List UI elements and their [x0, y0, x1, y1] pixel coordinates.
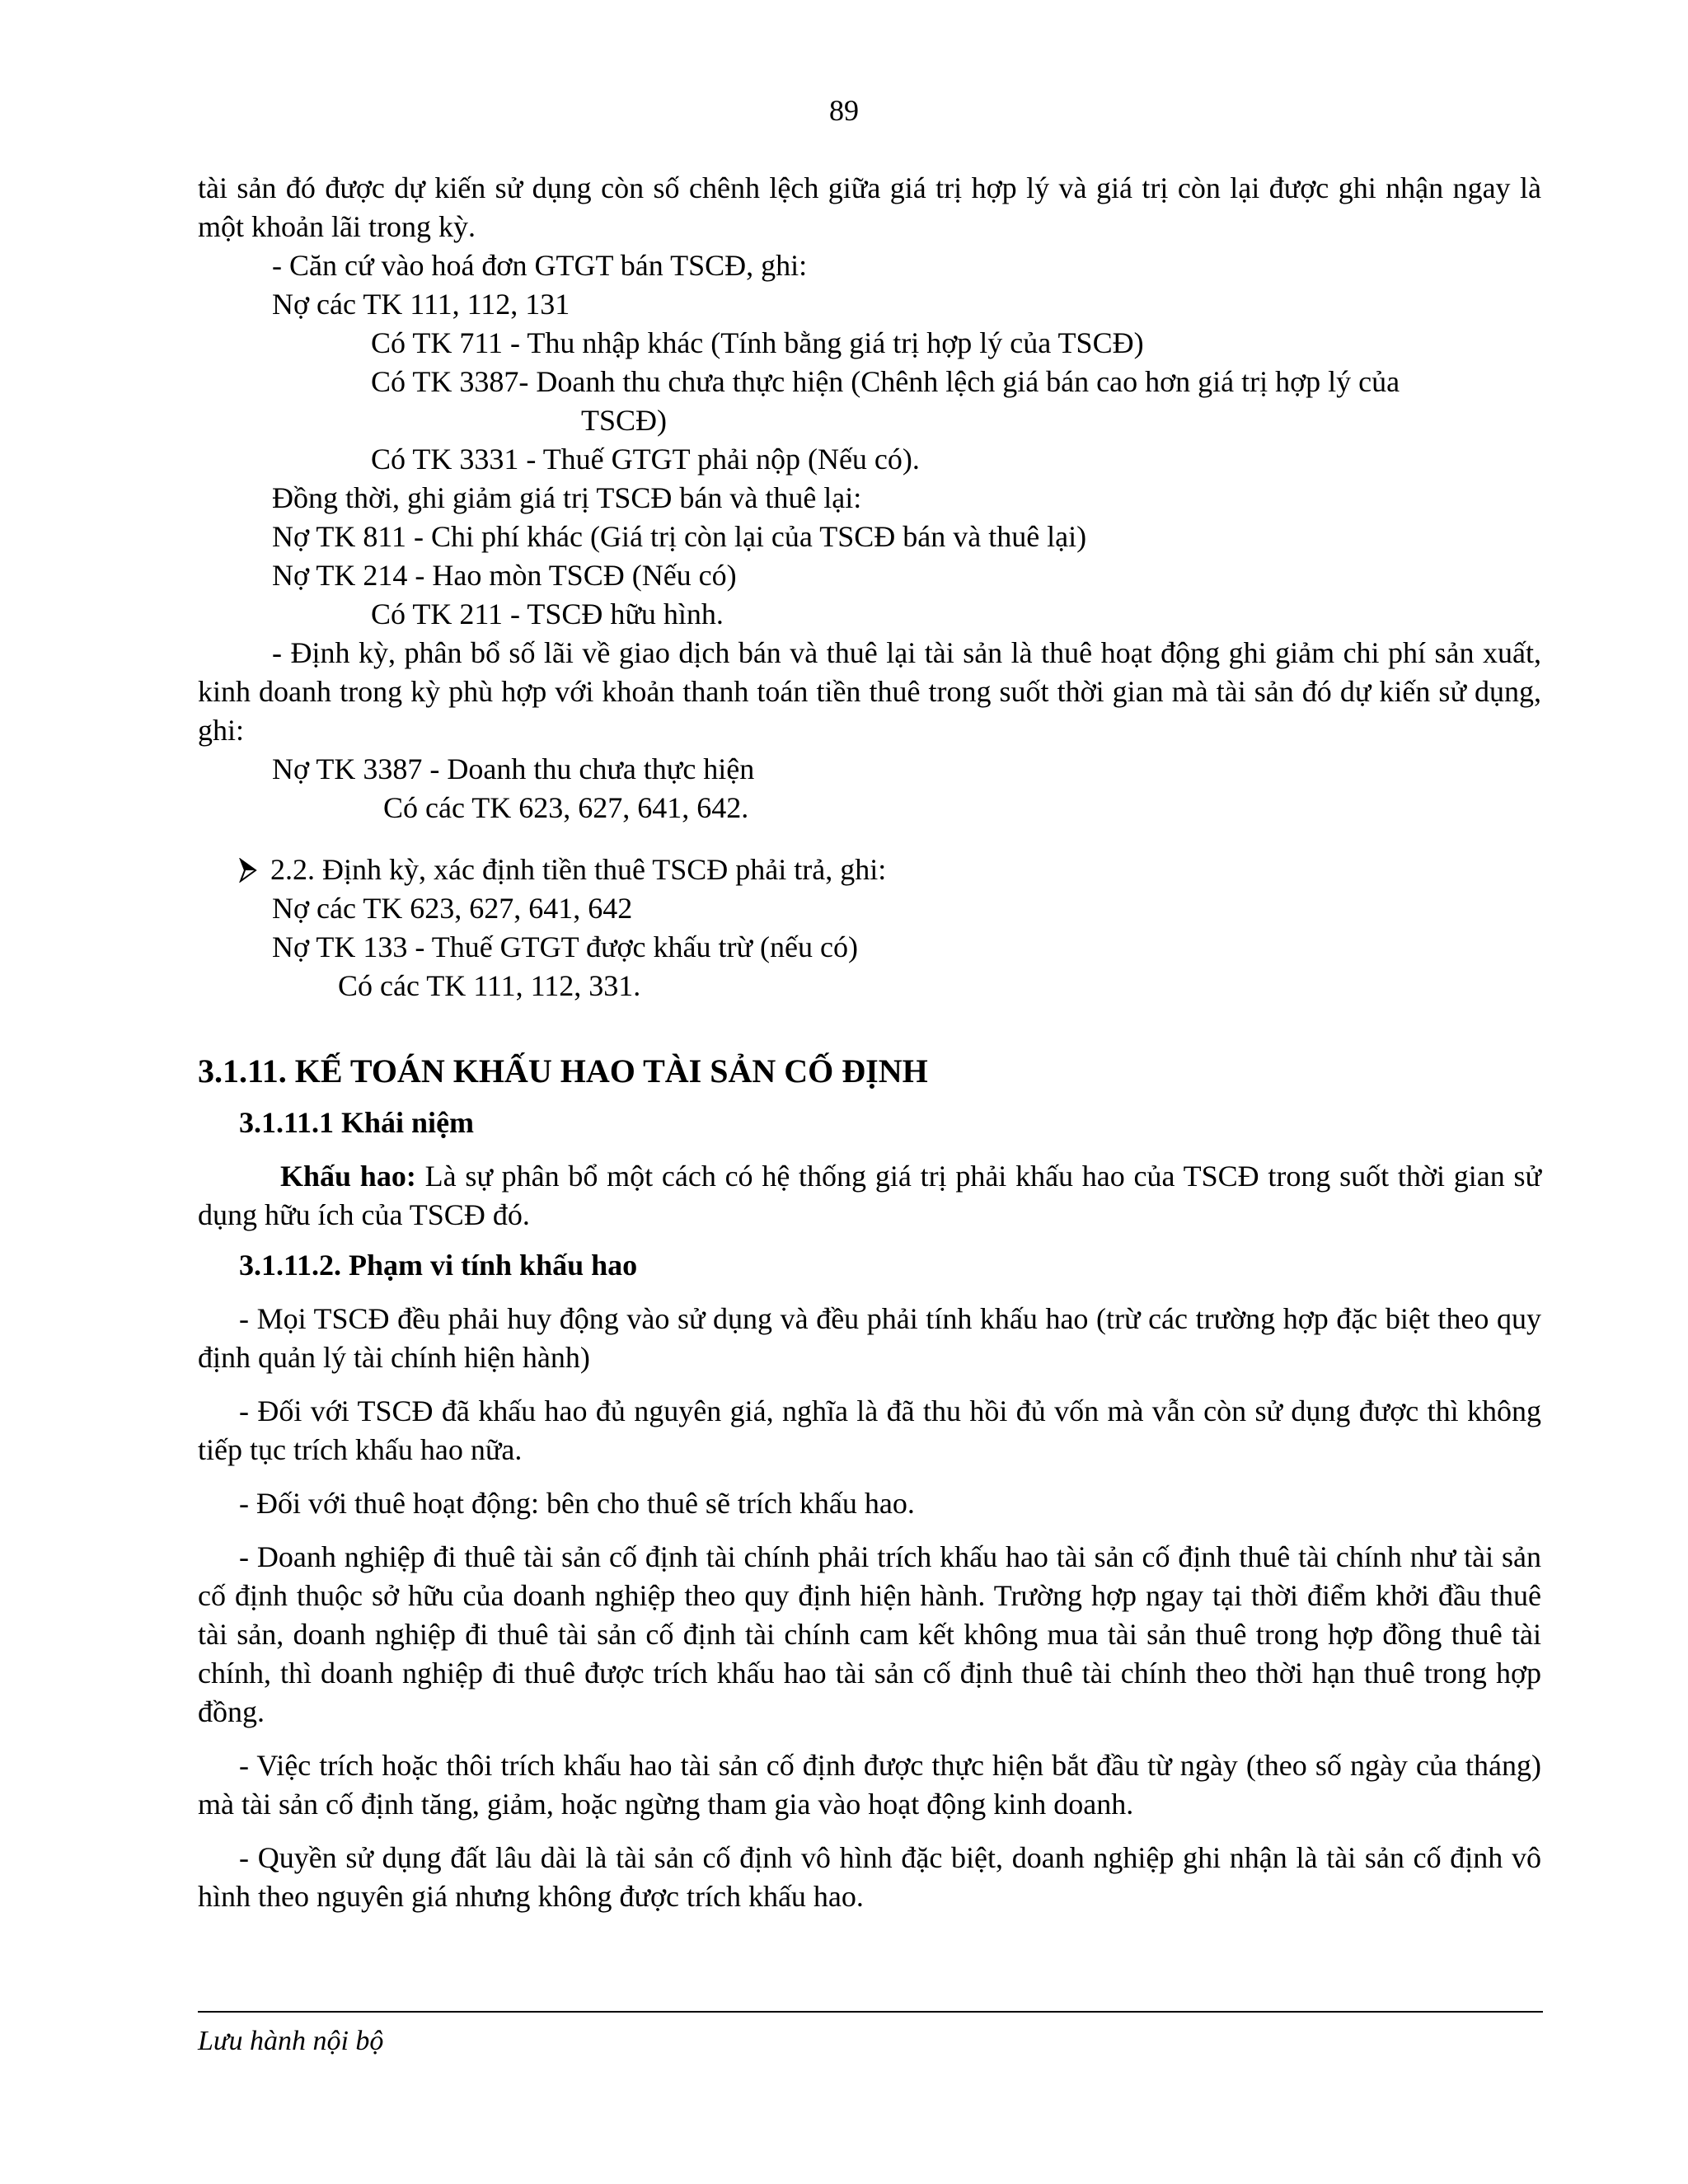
credit-line-continued: TSCĐ)	[581, 404, 668, 437]
definition-paragraph	[198, 1157, 1541, 1235]
debit-line: Nợ TK 3387 - Doanh thu chưa thực hiện	[272, 752, 755, 785]
debit-line: Nợ các TK 623, 627, 641, 642	[272, 892, 633, 925]
scope-paragraph: - Việc trích hoặc thôi trích khấu hao tài sản cố định được thực hiện bắt đầu từ ngày (theo số ngày của tháng) mà tài sản cố định tăng, giảm, hoặc ngừng tham gia vào hoạt động kinh doanh.	[198, 1749, 1541, 1821]
definition-term: Khấu hao:	[280, 1160, 416, 1193]
debit-line: Nợ TK 214 - Hao mòn TSCĐ (Nếu có)	[272, 559, 737, 592]
bullet-item-text: 2.2. Định kỳ, xác định tiền thuê TSCĐ phải trả, ghi:	[270, 853, 887, 886]
scope-paragraph: - Đối với thuê hoạt động: bên cho thuê sẽ trích khấu hao.	[239, 1487, 915, 1520]
credit-line: Có TK 3387- Doanh thu chưa thực hiện (Chênh lệch giá bán cao hơn giá trị hợp lý của	[371, 365, 1400, 398]
debit-line: Nợ các TK 111, 112, 131	[272, 288, 570, 321]
scope-paragraph: - Mọi TSCĐ đều phải huy động vào sử dụng và đều phải tính khấu hao (trừ các trường hợp đặc biệt theo quy định quản lý tài chính hiện hành)	[198, 1302, 1541, 1374]
definition-text: Là sự phân bổ một cách có hệ thống giá trị phải khấu hao của TSCĐ trong suốt thời gian sử dụng hữu ích của TSCĐ đó.	[198, 1160, 1541, 1231]
credit-line: Có TK 211 - TSCĐ hữu hình.	[371, 598, 724, 630]
bullet-item	[198, 851, 1541, 889]
footer-divider	[198, 2011, 1543, 2013]
debit-line: Nợ TK 811 - Chi phí khác (Giá trị còn lại của TSCĐ bán và thuê lại)	[272, 520, 1087, 553]
credit-line: Có TK 711 - Thu nhập khác (Tính bằng giá trị hợp lý của TSCĐ)	[371, 326, 1144, 359]
credit-line: Có TK 3331 - Thuế GTGT phải nộp (Nếu có).	[371, 443, 920, 476]
footer-note: Lưu hành nội bộ	[198, 2026, 384, 2056]
page-body	[198, 169, 1541, 1916]
scope-paragraph: - Đối với TSCĐ đã khấu hao đủ nguyên giá, nghĩa là đã thu hồi đủ vốn mà vẫn còn sử dụng được thì không tiếp tục trích khấu hao nữa.	[198, 1394, 1541, 1466]
credit-line: Có các TK 111, 112, 331.	[338, 969, 641, 1002]
subsection-heading: 3.1.11.2. Phạm vi tính khấu hao	[239, 1249, 638, 1282]
paragraph-continued: tài sản đó được dự kiến sử dụng còn số chênh lệch giữa giá trị hợp lý và giá trị còn lại được ghi nhận ngay là một khoản lãi trong kỳ.	[198, 171, 1541, 243]
debit-line: Nợ TK 133 - Thuế GTGT được khấu trừ (nếu có)	[272, 930, 858, 963]
entry-paragraph: - Định kỳ, phân bổ số lãi về giao dịch bán và thuê lại tài sản là thuê hoạt động ghi giảm chi phí sản xuất, kinh doanh trong kỳ phù hợp với khoản thanh toán tiền thuê trong suốt thời gian mà tài sản đó dự kiến sử dụng, ghi:	[198, 636, 1541, 747]
page-number: 89	[829, 94, 859, 127]
arrow-bullet-icon	[239, 858, 257, 883]
entry-instruction: - Căn cứ vào hoá đơn GTGT bán TSCĐ, ghi:	[272, 249, 808, 282]
entry-instruction: Đồng thời, ghi giảm giá trị TSCĐ bán và thuê lại:	[272, 481, 862, 514]
scope-paragraph: - Doanh nghiệp đi thuê tài sản cố định tài chính phải trích khấu hao tài sản cố định thuê tài chính như tài sản cố định thuộc sở hữu của doanh nghiệp theo quy định hiện hành. Trường hợp ngay tại thời điểm khởi đầu thuê tài sản, doanh nghiệp đi thuê tài sản cố định tài chính cam kết không mua tài sản thuê trong hợp đồng thuê tài chính, thì doanh nghiệp đi thuê được trích khấu hao tài sản cố định thuê tài chính theo thời hạn thuê trong hợp đồng.	[198, 1540, 1541, 1728]
credit-line: Có các TK 623, 627, 641, 642.	[383, 791, 749, 824]
scope-paragraph: - Quyền sử dụng đất lâu dài là tài sản cố định vô hình đặc biệt, doanh nghiệp ghi nhận là tài sản cố định vô hình theo nguyên giá nhưng không được trích khấu hao.	[198, 1841, 1541, 1913]
subsection-heading: 3.1.11.1 Khái niệm	[239, 1106, 475, 1139]
section-heading: 3.1.11. KẾ TOÁN KHẤU HAO TÀI SẢN CỐ ĐỊNH	[198, 1052, 928, 1090]
